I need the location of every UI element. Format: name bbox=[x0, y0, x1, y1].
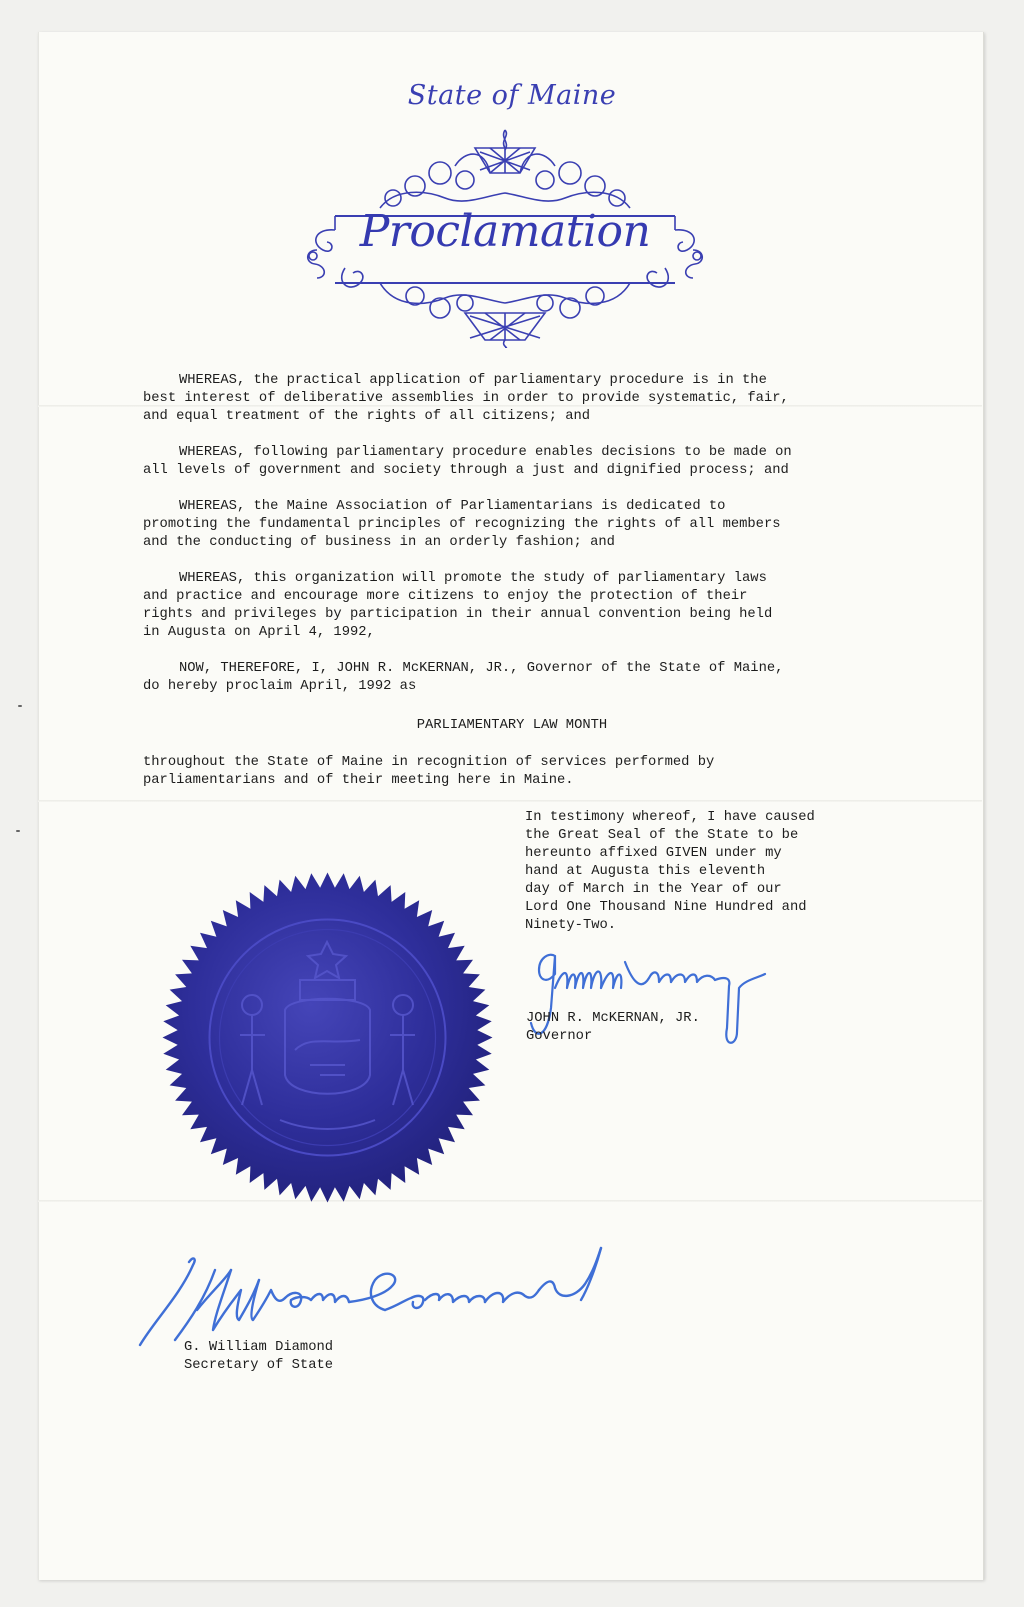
body-line: NOW, THEREFORE, I, JOHN R. McKERNAN, JR., Governor of the State of Maine, bbox=[179, 661, 784, 676]
whereas-clause bbox=[143, 570, 883, 642]
body-line: parliamentarians and of their meeting here in Maine. bbox=[143, 773, 574, 788]
governor-signature-block bbox=[526, 1010, 826, 1046]
body-line: and equal treatment of the rights of all citizens; and bbox=[143, 409, 591, 424]
testimony-line: hand at Augusta this eleventh bbox=[525, 864, 766, 879]
paper-speck bbox=[16, 830, 20, 832]
document-header bbox=[0, 80, 1024, 111]
testimony-line: the Great Seal of the State to be bbox=[525, 828, 799, 843]
proclamation-body bbox=[143, 372, 883, 714]
body-line: WHEREAS, the Maine Association of Parliamentarians is dedicated to bbox=[179, 499, 726, 514]
body-line: throughout the State of Maine in recognition of services performed by bbox=[143, 755, 715, 770]
testimony-line: Ninety-Two. bbox=[525, 918, 617, 933]
body-line: and practice and encourage more citizens to enjoy the protection of their bbox=[143, 589, 748, 604]
body-line: rights and privileges by participation in their annual convention being held bbox=[143, 607, 773, 622]
body-line: WHEREAS, the practical application of parliamentary procedure is in the bbox=[179, 373, 767, 388]
body-line: in Augusta on April 4, 1992, bbox=[143, 625, 375, 640]
fold-line bbox=[38, 800, 982, 802]
paper-speck bbox=[18, 705, 22, 707]
state-title: State of Maine bbox=[407, 80, 617, 111]
testimony-block bbox=[525, 809, 885, 935]
body-line: all levels of government and society through a just and dignified process; and bbox=[143, 463, 789, 478]
testimony-line: hereunto affixed GIVEN under my bbox=[525, 846, 782, 861]
body-line: WHEREAS, this organization will promote the study of parliamentary laws bbox=[179, 571, 767, 586]
whereas-clause bbox=[143, 372, 883, 426]
governor-name: JOHN R. McKERNAN, JR. bbox=[526, 1011, 700, 1026]
body-line: and the conducting of business in an orderly fashion; and bbox=[143, 535, 615, 550]
testimony-line: day of March in the Year of our bbox=[525, 882, 782, 897]
testimony-line: Lord One Thousand Nine Hundred and bbox=[525, 900, 807, 915]
testimony-line: In testimony whereof, I have caused bbox=[525, 810, 815, 825]
decree-title: PARLIAMENTARY LAW MONTH bbox=[416, 718, 608, 733]
closing-paragraph bbox=[143, 754, 883, 790]
body-line: best interest of deliberative assemblies in order to provide systematic, fair, bbox=[143, 391, 789, 406]
body-line: WHEREAS, following parliamentary procedure enables decisions to be made on bbox=[179, 445, 792, 460]
secretary-title: Secretary of State bbox=[184, 1358, 334, 1373]
governor-title: Governor bbox=[526, 1029, 593, 1044]
proclamation-heading: Proclamation bbox=[359, 206, 651, 257]
therefore-clause bbox=[143, 660, 883, 696]
great-seal-icon bbox=[160, 870, 495, 1205]
whereas-clause bbox=[143, 444, 883, 480]
whereas-clause bbox=[143, 498, 883, 552]
body-line: promoting the fundamental principles of recognizing the rights of all members bbox=[143, 517, 781, 532]
secretary-signature-block bbox=[184, 1339, 484, 1375]
body-line: do hereby proclaim April, 1992 as bbox=[143, 679, 417, 694]
secretary-name: G. William Diamond bbox=[184, 1340, 334, 1355]
